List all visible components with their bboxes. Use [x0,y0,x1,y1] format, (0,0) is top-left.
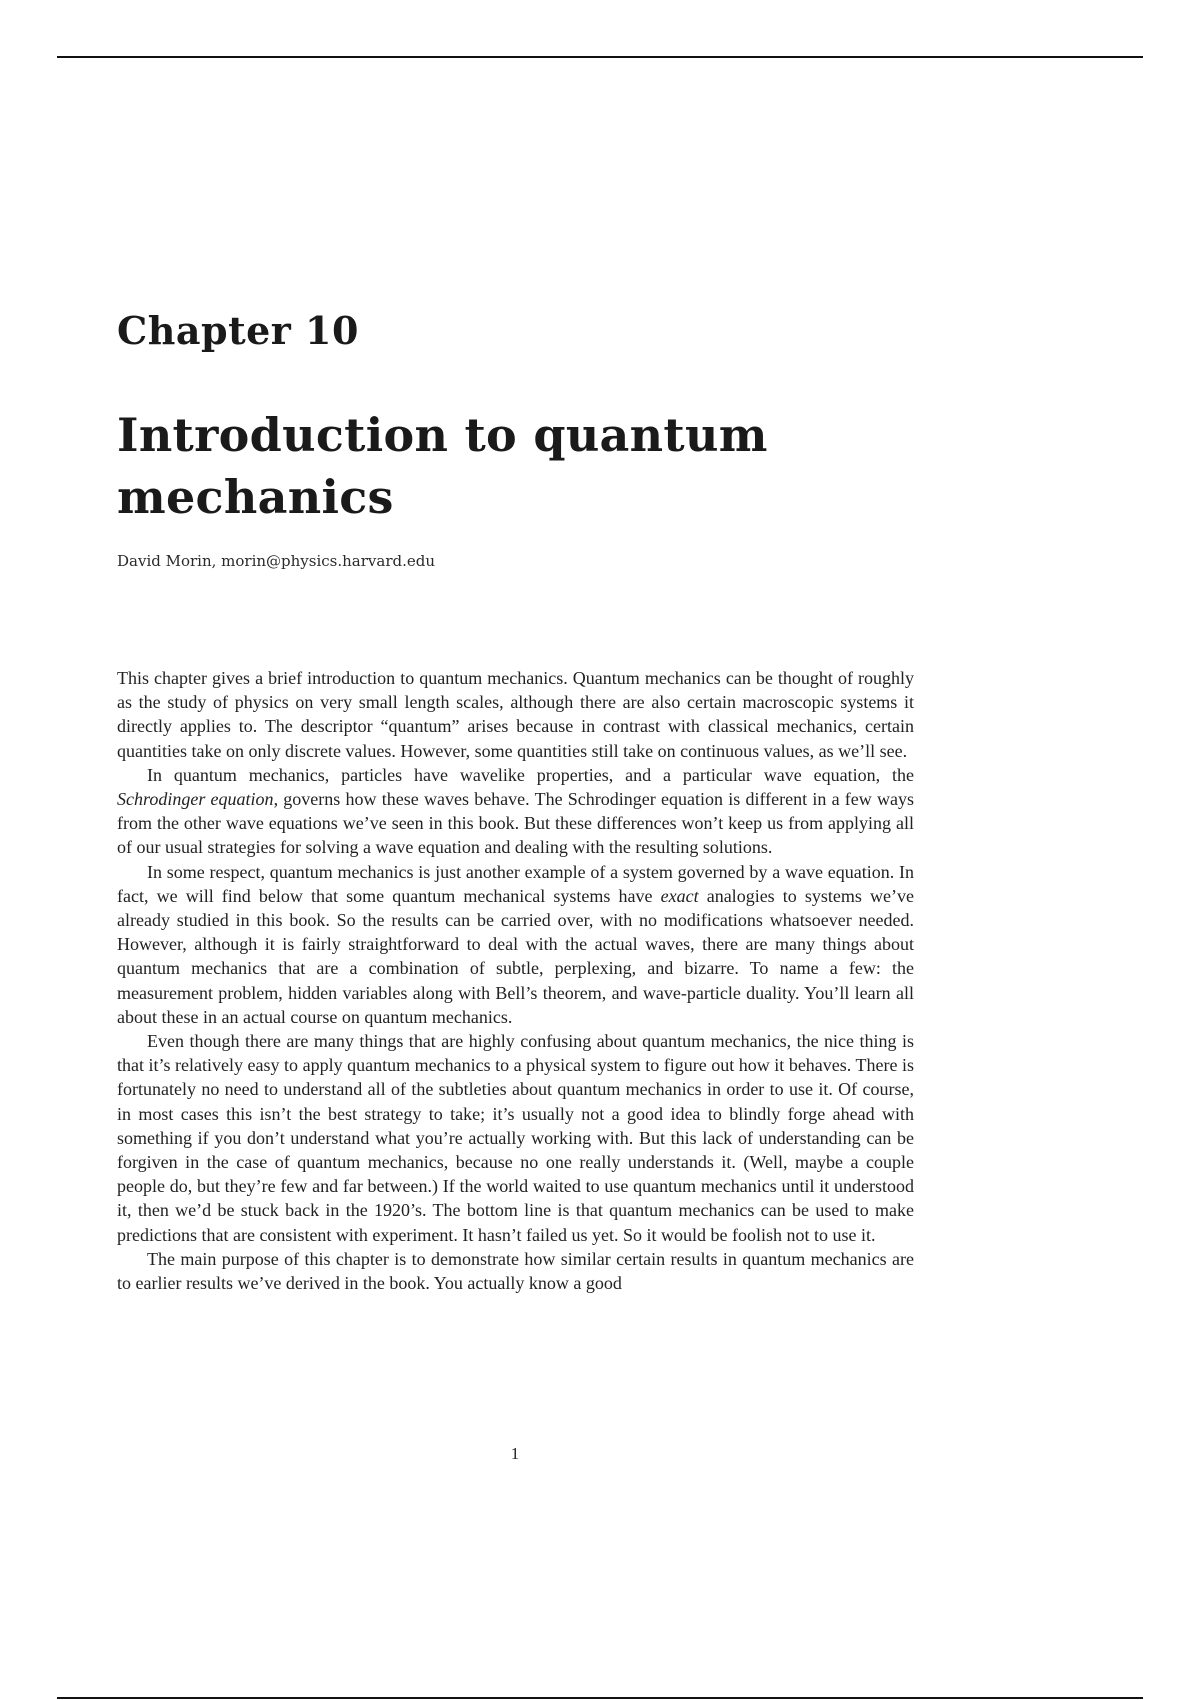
paragraph-2-emphasis: Schrodinger equation [117,789,274,810]
paragraph-5: The main purpose of this chapter is to demonstrate how similar certain results in quantum mechanics are to earlier results we’ve derived in the book. You actually know a good [117,1248,914,1294]
bottom-rule [57,1697,1143,1699]
author-line: David Morin, morin@physics.harvard.edu [117,552,436,570]
paragraph-3-text-b: analogies to systems we’ve already studied in this book. So the results can be carried over, with no modifications whatsoever needed. However, although it is fairly straightforward to deal with the actual waves, there are many things about quantum mechanics that are a combination of subtle, perplexing, and bizarre. To name a few: the measurement problem, hidden variables along with Bell’s theorem, and wave-particle duality. You’ll learn all about these in an actual course on quantum mechanics. [117,885,915,1027]
page-number: 1 [510,1444,520,1463]
top-rule [57,56,1143,58]
body-text [117,666,914,1295]
paragraph-3-text-a: In some respect, quantum mechanics is just another example of a system governed by a wave equation. In fact, we will find below that some quantum mechanical systems have [117,861,914,906]
paragraph-2 [117,763,914,860]
chapter-label: Chapter 10 [117,308,359,353]
paragraph-1: This chapter gives a brief introduction to quantum mechanics. Quantum mechanics can be thought of roughly as the study of physics on very small length scales, although there are also certain macroscopic systems it directly applies to. The descriptor “quantum” arises because in contrast with classical mechanics, certain quantities take on only discrete values. However, some quantities still take on continuous values, as we’ll see. [117,668,914,761]
paragraph-4: Even though there are many things that are highly confusing about quantum mechanics, the nice thing is that it’s relatively easy to apply quantum mechanics to a physical system to figure out how it behaves. There is fortunately no need to understand all of the subtleties about quantum mechanics in order to use it. Of course, in most cases this isn’t the best strategy to take; it’s usually not a good idea to blindly forge ahead with something if you don’t understand what you’re actually working with. But this lack of understanding can be forgiven in the case of quantum mechanics, because no one really understands it. (Well, maybe a couple people do, but they’re few and far between.) If the world waited to use quantum mechanics until it understood it, then we’d be stuck back in the 1920’s. The bottom line is that quantum mechanics can be used to make predictions that are consistent with experiment. It hasn’t failed us yet. So it would be foolish not to use it. [117,1031,914,1245]
paragraph-3 [117,860,914,1029]
paragraph-2-text-b: , governs how these waves behave. The Schrodinger equation is different in a few ways from the other wave equations we’ve seen in this book. But these differences won’t keep us from applying all of our usual strategies for solving a wave equation and dealing with the resulting solutions. [117,789,915,858]
chapter-title: Introduction to quantum mechanics [117,408,768,524]
paragraph-3-emphasis: exact [660,885,699,906]
paragraph-2-text-a: In quantum mechanics, particles have wavelike properties, and a particular wave equation, the [147,764,914,785]
